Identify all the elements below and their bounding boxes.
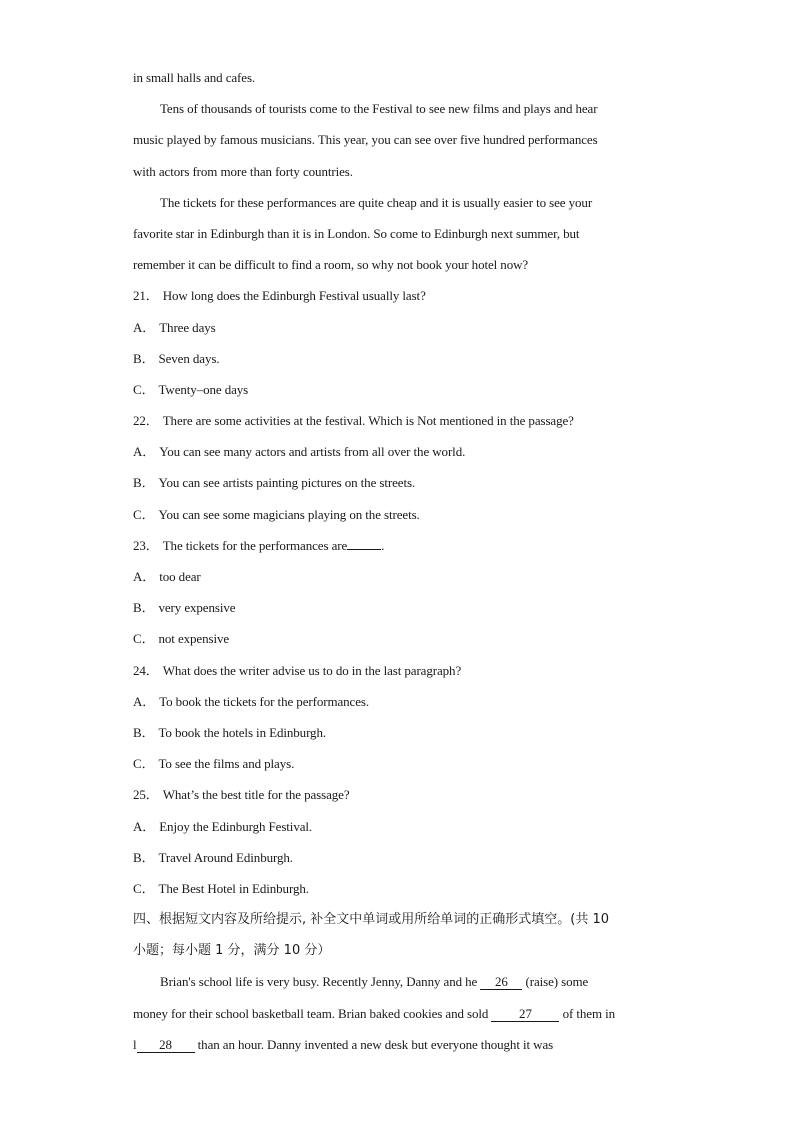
option-text: To book the tickets for the performances.: [159, 693, 369, 709]
question-stem: [133, 779, 663, 810]
option-text: You can see artists painting pictures on the streets.: [158, 475, 416, 491]
blank-26[interactable]: 26: [480, 975, 522, 990]
document-page: [133, 62, 663, 1060]
option-b: [133, 343, 663, 374]
cloze-text: of them in: [559, 1005, 616, 1021]
option-text: The Best Hotel in Edinburgh.: [158, 880, 309, 896]
option-letter: A．: [133, 693, 156, 709]
blank-27[interactable]: 27: [491, 1007, 559, 1022]
passage-line: favorite star in Edinburgh than it is in London. So come to Edinburgh next summer, but: [133, 225, 580, 241]
option-letter: B．: [133, 849, 155, 865]
section-heading: 四、根据短文内容及所给提示, 补全文中单词或用所给单词的正确形式填空。(共 10: [133, 912, 610, 928]
option-c: [133, 374, 663, 405]
question-text: How long does the Edinburgh Festival usually last?: [162, 288, 426, 304]
question-number: 21．: [133, 288, 159, 304]
cloze-text: (raise) some: [522, 974, 589, 990]
cloze-line: [133, 998, 663, 1029]
option-b: [133, 842, 663, 873]
cloze-prefix: l: [133, 1036, 137, 1052]
question-stem: [133, 405, 663, 436]
passage-line: in small halls and cafes.: [133, 70, 256, 85]
option-text: not expensive: [158, 631, 230, 647]
option-letter: C．: [133, 381, 155, 397]
option-text: very expensive: [158, 600, 236, 616]
cloze-line: [133, 1029, 663, 1060]
option-text: You can see some magicians playing on the streets.: [158, 506, 420, 522]
question-text: The tickets for the performances are: [162, 537, 348, 553]
question-stem: [133, 655, 663, 686]
option-text: too dear: [159, 569, 201, 584]
option-b: [133, 592, 663, 623]
cloze-text: money for their school basketball team. Brian baked cookies and sold: [133, 1005, 492, 1021]
option-c: [133, 873, 663, 904]
option-letter: A．: [133, 818, 156, 834]
option-b: [133, 467, 663, 498]
question-text: What’s the best title for the passage?: [162, 787, 350, 803]
option-a: [133, 312, 663, 343]
question-stem: [133, 280, 663, 311]
option-a: [133, 561, 663, 592]
question-stem: [133, 530, 663, 561]
question-text-end: .: [381, 537, 385, 553]
question-number: 25．: [133, 787, 159, 803]
option-letter: C．: [133, 631, 155, 647]
option-letter: C．: [133, 880, 155, 896]
option-letter: A．: [133, 569, 156, 584]
option-a: [133, 811, 663, 842]
option-c: [133, 748, 663, 779]
option-text: To see the films and plays.: [158, 756, 295, 772]
passage-line: The tickets for these performances are quite cheap and it is usually easier to see your: [160, 194, 593, 210]
option-b: [133, 717, 663, 748]
answer-blank: [347, 549, 381, 550]
blank-28[interactable]: 28: [137, 1038, 195, 1053]
question-number: 24．: [133, 662, 159, 678]
passage-line: music played by famous musicians. This year, you can see over five hundred performances: [133, 132, 598, 148]
question-text: What does the writer advise us to do in the last paragraph?: [162, 662, 462, 678]
option-text: Enjoy the Edinburgh Festival.: [159, 818, 313, 834]
question-number: 22．: [133, 413, 159, 429]
cloze-line: [133, 966, 663, 997]
option-letter: B．: [133, 350, 155, 366]
option-letter: B．: [133, 475, 155, 491]
option-text: To book the hotels in Edinburgh.: [158, 724, 327, 740]
option-letter: B．: [133, 600, 155, 616]
option-text: You can see many actors and artists from all over the world.: [159, 444, 466, 460]
option-c: [133, 623, 663, 654]
option-letter: C．: [133, 756, 155, 772]
question-number: 23．: [133, 537, 159, 553]
passage-line: with actors from more than forty countries.: [133, 163, 353, 179]
option-letter: B．: [133, 724, 155, 740]
question-text: There are some activities at the festival. Which is Not mentioned in the passage?: [162, 413, 574, 429]
option-a: [133, 686, 663, 717]
cloze-text: Brian's school life is very busy. Recently Jenny, Danny and he: [160, 974, 481, 990]
option-c: [133, 499, 663, 530]
cloze-text: than an hour. Danny invented a new desk but everyone thought it was: [194, 1036, 554, 1052]
option-letter: C．: [133, 506, 155, 522]
option-text: Seven days.: [158, 350, 220, 366]
passage-line: Tens of thousands of tourists come to the Festival to see new films and plays and hear: [160, 101, 598, 117]
section-heading-cont: 小题；每小题 1 分，满分 10 分）: [133, 943, 331, 959]
option-letter: A．: [133, 444, 156, 460]
option-text: Twenty–one days: [158, 381, 249, 397]
passage-line: remember it can be difficult to find a room, so why not book your hotel now?: [133, 257, 529, 273]
option-text: Travel Around Edinburgh.: [158, 849, 293, 865]
option-text: Three days: [159, 319, 216, 335]
option-a: [133, 436, 663, 467]
option-letter: A．: [133, 319, 156, 335]
